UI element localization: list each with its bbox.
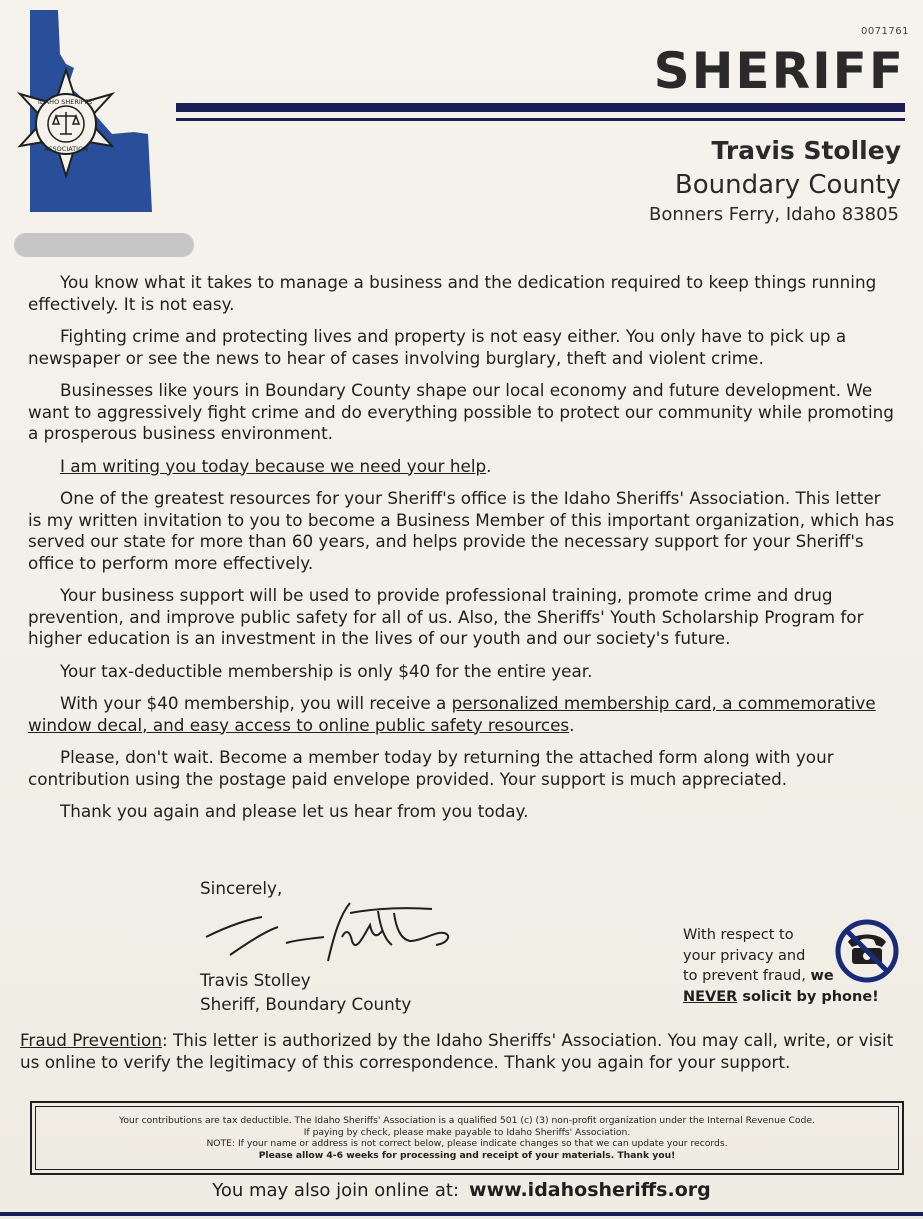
paragraph-10: Thank you again and please let us hear from you today.	[60, 801, 529, 821]
notice-line-2: If paying by check, please make payable to Idaho Sheriffs' Association.	[303, 1126, 631, 1138]
logo-text-bottom: ASSOCIATION	[43, 145, 89, 153]
sheriff-heading: SHERIFF	[653, 42, 905, 100]
paragraph-6: Your business support will be used to provide professional training, promote crime and drug prevention, and improve public safety for all of us. Also, the Sheriffs' Youth Scholarship Program for higher education is an investment in the lives of our youth and our society's future.	[28, 585, 864, 648]
paragraph-2: Fighting crime and protecting lives and property is not easy either. You only have to pick up a newspaper or see the news to hear of cases involving burglary, theft and violent crime.	[28, 326, 847, 368]
privacy-we: we	[810, 968, 834, 984]
website-link[interactable]: www.idahosheriffs.org	[469, 1179, 711, 1201]
paragraph-8-end: .	[569, 714, 575, 735]
paragraph-5: One of the greatest resources for your Sheriff's office is the Idaho Sheriffs' Association. This letter is my written invitation to you to become a Business Member of this important organization, which has served our state for more than 60 years, and helps provide the necessary support for your Sheriff's office to perform more effectively.	[28, 488, 895, 573]
join-online-text: You may also join online at:	[212, 1180, 460, 1201]
signer-name: Travis Stolley	[200, 970, 311, 990]
office-address: Bonners Ferry, Idaho 83805	[649, 204, 899, 225]
signature	[200, 895, 470, 970]
paragraph-4-end: .	[486, 455, 492, 476]
paragraph-7: Your tax-deductible membership is only $40 for the entire year.	[60, 660, 593, 681]
privacy-line-4-rest: solicit by phone!	[737, 988, 879, 1005]
letter-body	[28, 272, 898, 834]
logo-text-top: IDAHO SHERIFFS'	[37, 98, 95, 106]
privacy-line-1: With respect to	[683, 927, 794, 943]
paragraph-8	[28, 693, 898, 736]
notice-line-1: Your contributions are tax deductible. The Idaho Sheriffs' Association is a qualified 501 (c) (3) non-profit organization under the Internal Revenue Code.	[119, 1115, 815, 1126]
redacted-recipient	[14, 233, 194, 257]
idaho-sheriffs-logo	[8, 6, 158, 216]
footer-rule	[0, 1212, 923, 1216]
privacy-line-3-text: to prevent fraud,	[683, 968, 811, 984]
paragraph-3: Businesses like yours in Boundary County shape our local economy and future development. We want to aggressively fight crime and do everything possible to protect our community while promoting a prosperous business environment.	[28, 380, 894, 443]
header-rule-thick	[176, 103, 905, 112]
no-phone-icon	[834, 918, 900, 984]
signer-block	[200, 968, 411, 1016]
county-name: Boundary County	[674, 170, 901, 200]
sheriff-name: Travis Stolley	[711, 136, 901, 165]
paragraph-9: Please, don't wait. Become a member today by returning the attached form along with your contribution using the postage paid envelope provided. Your support is much appreciated.	[28, 747, 834, 789]
paragraph-8-start: With your $40 membership, you will receive a	[60, 693, 452, 713]
salutation: Sincerely,	[200, 878, 283, 898]
join-online	[0, 1179, 923, 1201]
header-rule-thin	[176, 118, 905, 121]
fraud-prevention	[20, 1029, 910, 1073]
signer-title: Sheriff, Boundary County	[200, 994, 412, 1014]
paragraph-1: You know what it takes to manage a business and the dedication required to keep things running effectively. It is not easy.	[28, 272, 877, 314]
membership-benefits: personalized membership card, a commemorative window decal, and easy access to online public safety resources	[28, 693, 876, 735]
notice-line-4: Please allow 4-6 weeks for processing and receipt of your materials. Thank you!	[258, 1149, 676, 1161]
privacy-line-4	[683, 987, 883, 1008]
privacy-never: NEVER	[683, 988, 738, 1005]
tax-notice-box	[30, 1101, 904, 1175]
paragraph-4	[28, 456, 898, 478]
privacy-line-2: your privacy and	[683, 947, 806, 964]
tax-notice-inner	[35, 1106, 899, 1170]
help-request-text: I am writing you today because we need your help	[60, 455, 487, 476]
document-number: 0071761	[860, 26, 909, 37]
fraud-prevention-label: Fraud Prevention	[20, 1030, 162, 1050]
notice-line-3: NOTE: If your name or address is not correct below, please indicate changes so that we can update your records.	[206, 1138, 728, 1149]
fraud-prevention-text: : This letter is authorized by the Idaho Sheriffs' Association. You may call, write, or visit us online to verify the legitimacy of this correspondence. Thank you again for your support.	[20, 1030, 894, 1072]
